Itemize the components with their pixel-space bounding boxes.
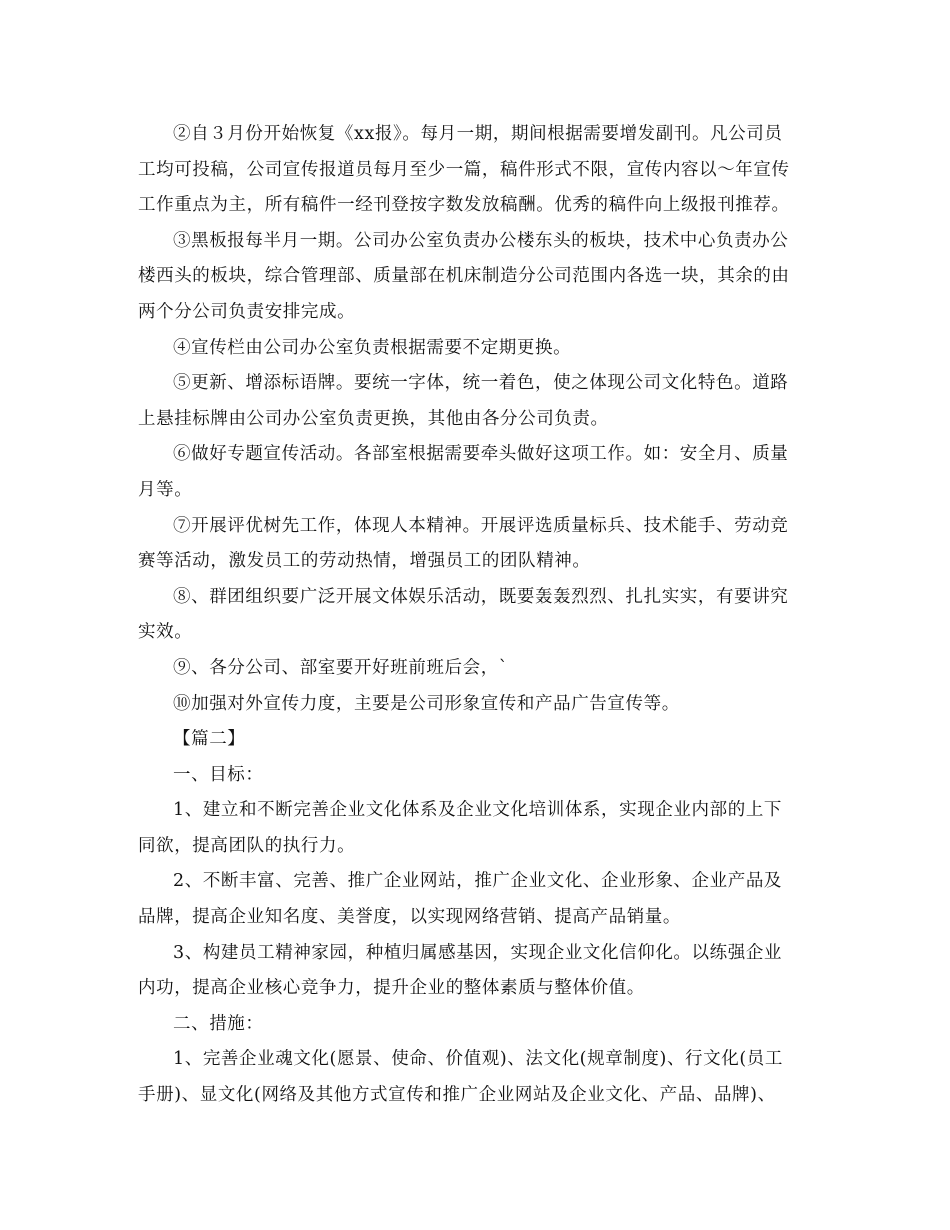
text-line: 工均可投稿，公司宣传报道员每月至少一篇，稿件形式不限，宣传内容以～年宣传 [138,159,790,180]
text-line: ④宣传栏由公司办公室负责根据需要不定期更换。 [173,337,572,358]
paragraph [138,651,814,687]
text-line: 楼西头的板块，综合管理部、质量部在机床制造分公司范围内各选一块，其余的由 [138,266,790,287]
text-line: ⑩加强对外宣传力度，主要是公司形象宣传和产品广告宣传等。 [173,693,680,714]
text-line: 品牌，提高企业知名度、美誉度，以实现网络营销、提高产品销量。 [138,907,681,928]
text-line: 手册)、显文化(网络及其他方式宣传和推广企业网站及企业文化、产品、品牌)、 [138,1085,776,1106]
paragraph [138,437,814,508]
paragraph [138,864,814,935]
text-line: 实效。 [138,622,193,643]
text-line: ⑦开展评优树先工作，体现人本精神。开展评选质量标兵、技术能手、劳动竞 [173,515,789,536]
paragraph [138,687,814,723]
text-line: 同欲，提高团队的执行力。 [138,835,356,856]
text-line: 3、构建员工精神家园，种植归属感基因，实现企业文化信仰化。以练强企业 [173,942,783,963]
text-line: 一、目标： [173,764,264,785]
paragraph [138,1042,814,1113]
paragraph [138,580,814,651]
text-line: 上悬挂标牌由公司办公室负责更换，其他由各分公司负责。 [138,408,609,429]
text-line: 赛等活动，激发员工的劳动热情，增强员工的团队精神。 [138,551,591,572]
text-line: ③黑板报每半月一期。公司办公室负责办公楼东头的板块，技术中心负责办公 [173,230,789,251]
paragraph [138,793,814,864]
text-line: 月等。 [138,479,193,500]
text-line: ②自３月份开始恢复《xx报》。每月一期，期间根据需要增发副刊。凡公司员 [173,124,783,144]
text-line: 内功，提高企业核心竞争力，提升企业的整体素质与整体价值。 [138,978,645,999]
text-line: 1、完善企业魂文化(愿景、使命、价值观)、法文化(规章制度)、行文化(员工 [173,1049,783,1070]
paragraph [138,366,814,437]
text-line: 【篇二】 [173,729,246,750]
text-line: ⑥做好专题宣传活动。各部室根据需要牵头做好这项工作。如：安全月、质量 [173,444,789,465]
paragraph [138,117,814,224]
text-line: 二、措施： [173,1013,264,1034]
paragraph [138,936,814,1007]
paragraph [138,758,814,794]
paragraph [138,722,814,758]
text-line: 1、建立和不断完善企业文化体系及企业文化培训体系，实现企业内部的上下 [173,800,783,821]
text-line: 2、不断丰富、完善、推广企业网站，推广企业文化、企业形象、企业产品及 [173,871,783,892]
paragraph [138,509,814,580]
paragraph [138,224,814,331]
text-line: ⑤更新、增添标语牌。要统一字体，统一着色，使之体现公司文化特色。道路 [173,373,789,394]
document-page [138,117,814,1114]
text-line: ⑧、群团组织要广泛开展文体娱乐活动，既要轰轰烈烈、扎扎实实，有要讲究 [173,586,789,607]
paragraph [138,331,814,367]
paragraph [138,1007,814,1043]
text-line: 两个分公司负责安排完成。 [138,301,356,322]
text-line: 工作重点为主，所有稿件一经刊登按字数发放稿酬。优秀的稿件向上级报刊推荐。 [138,195,790,216]
text-line: ⑨、各分公司、部室要开好班前班后会，` [173,657,509,678]
